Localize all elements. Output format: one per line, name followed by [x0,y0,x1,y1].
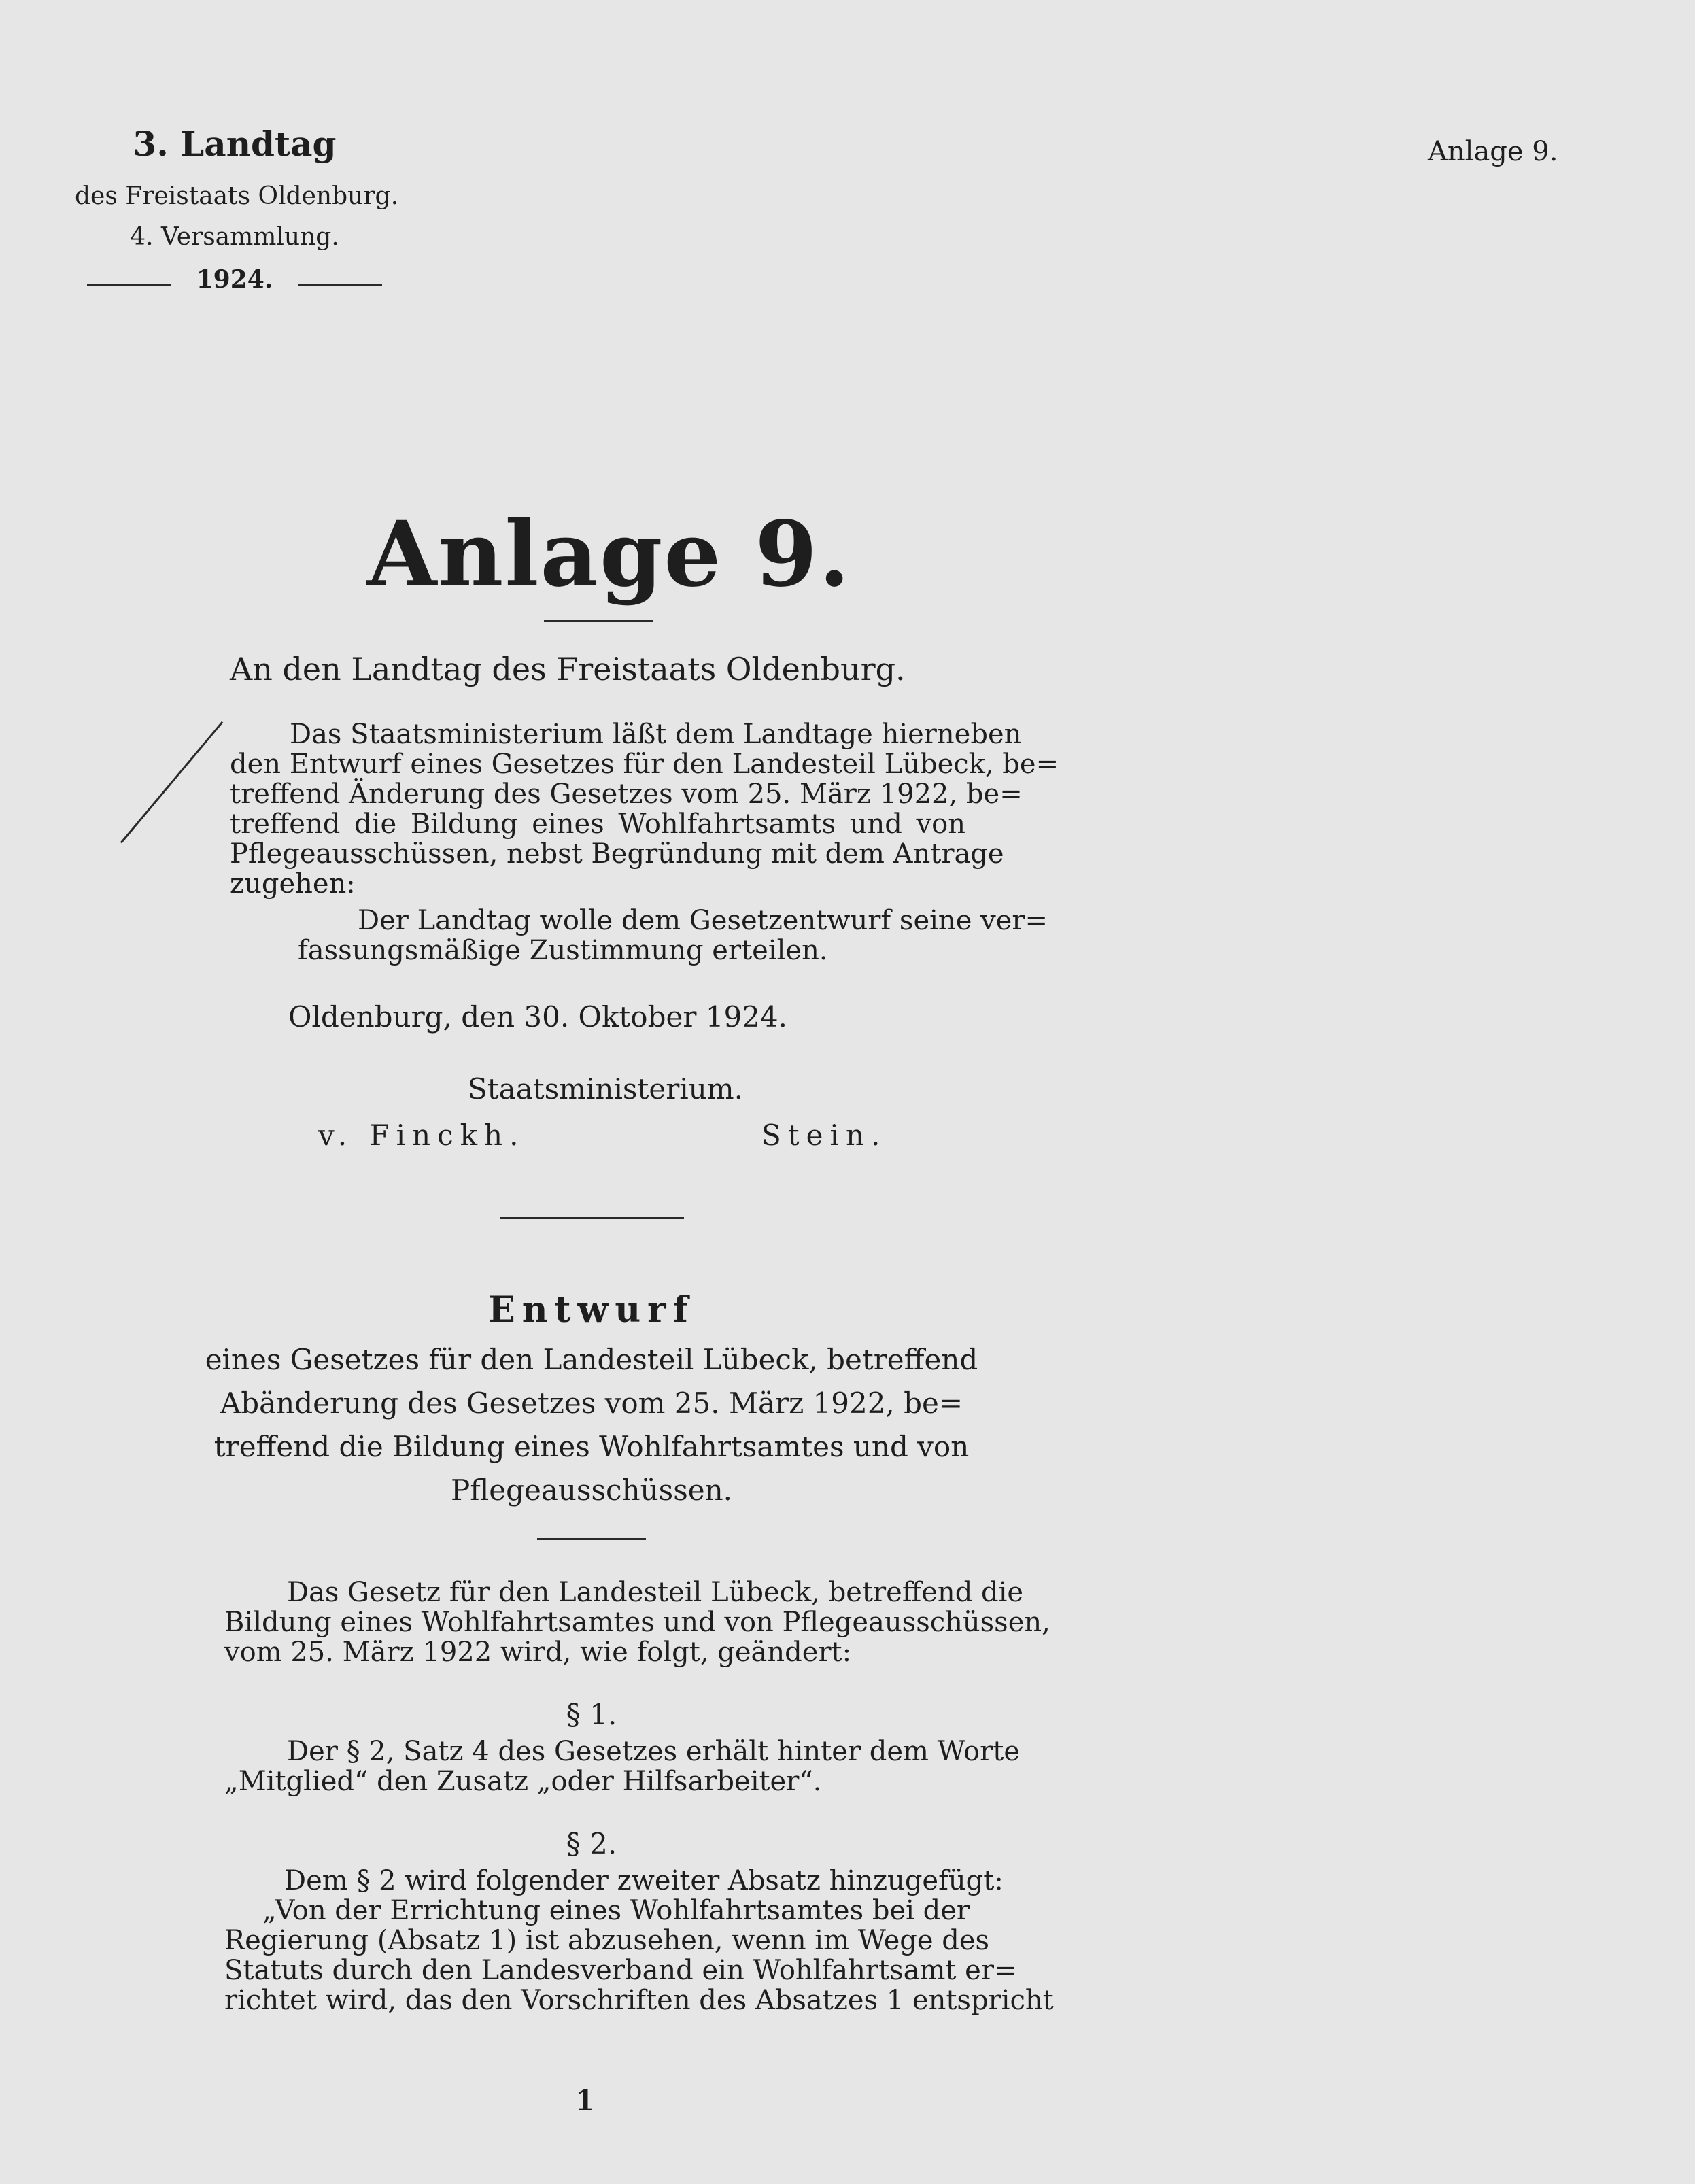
draft-intro-line: vom 25. März 1922 wird, wie folgt, geändert: [224,1637,852,1668]
section-2-line: „Von der Errichtung eines Wohlfahrtsamtes bei der [262,1895,970,1926]
draft-intro-line: Bildung eines Wohlfahrtsamtes und von Pflegeausschüssen, [224,1607,1050,1638]
section-2-label: § 2. [566,1827,617,1860]
section-2-line: Statuts durch den Landesverband ein Wohlfahrtsamt er= [224,1955,1017,1986]
letter-line: treffend Änderung des Gesetzes vom 25. März 1922, be= [230,779,1023,810]
letter-line: Pflegeausschüssen, nebst Begründung mit dem Antrage [230,838,1004,870]
signatory-left: v. Finckh. [318,1119,526,1152]
title-rule [544,620,653,622]
draft-subtitle-line: Abänderung des Gesetzes vom 25. März 1922, be= [220,1386,963,1420]
header-year-rule-left [87,284,171,286]
section-2-line: richtet wird, das den Vorschriften des Absatzes 1 entspricht [224,1985,1054,2016]
section-1-line: „Mitglied“ den Zusatz „oder Hilfsarbeiter“. [224,1766,822,1797]
draft-subtitle-line: treffend die Bildung eines Wohlfahrtsamtes und von [213,1430,970,1463]
draft-subtitle-rule [537,1538,646,1540]
section-1-line: Der § 2, Satz 4 des Gesetzes erhält hinter dem Worte [287,1736,1021,1767]
draft-subtitle [204,1338,979,1512]
section-separator [500,1217,684,1219]
address-line: An den Landtag des Freistaats Oldenburg. [230,651,906,687]
draft-heading: Entwurf [488,1289,695,1331]
margin-pen-stroke [120,721,223,844]
draft-intro [224,1577,1050,1668]
signatory-right: Stein. [761,1119,887,1152]
letter-line: treffend die Bildung eines Wohlfahrtsamts und von [230,808,965,840]
section-1-text [224,1736,1021,1797]
header-assembly-number: 3. Landtag [133,124,337,164]
header-appendix-label: Anlage 9. [1428,136,1558,167]
page-title: Anlage 9. [367,502,852,607]
page-number: 1 [575,2085,594,2117]
authority: Staatsministerium. [468,1072,743,1106]
section-1-label: § 1. [566,1698,617,1731]
section-2-line: Regierung (Absatz 1) ist abzusehen, wenn im Wege des [224,1925,990,1956]
letter-line: Das Staatsministerium läßt dem Landtage hierneben [290,719,1022,750]
letter-paragraph [230,719,1059,900]
section-2-line: Dem § 2 wird folgender zweiter Absatz hinzugefügt: [284,1865,1004,1896]
header-state-name: des Freistaats Oldenburg. [75,182,399,210]
letter-line: den Entwurf eines Gesetzes für den Landesteil Lübeck, be= [230,749,1059,780]
motion-line: fassungsmäßige Zustimmung erteilen. [298,935,828,966]
draft-subtitle-line: Pflegeausschüssen. [450,1473,733,1507]
section-2-text [224,1865,1054,2016]
draft-intro-line: Das Gesetz für den Landesteil Lübeck, betreffend die [287,1577,1024,1608]
draft-subtitle-line: eines Gesetzes für den Landesteil Lübeck, betreffend [205,1343,978,1376]
header-session: 4. Versammlung. [130,223,339,251]
header-year: 1924. [196,265,273,294]
motion-paragraph [298,905,1048,966]
motion-line: Der Landtag wolle dem Gesetzentwurf seine ver= [358,905,1048,936]
header-year-rule-right [298,284,382,286]
place-date: Oldenburg, den 30. Oktober 1924. [288,1000,787,1034]
letter-line: zugehen: [230,868,356,900]
